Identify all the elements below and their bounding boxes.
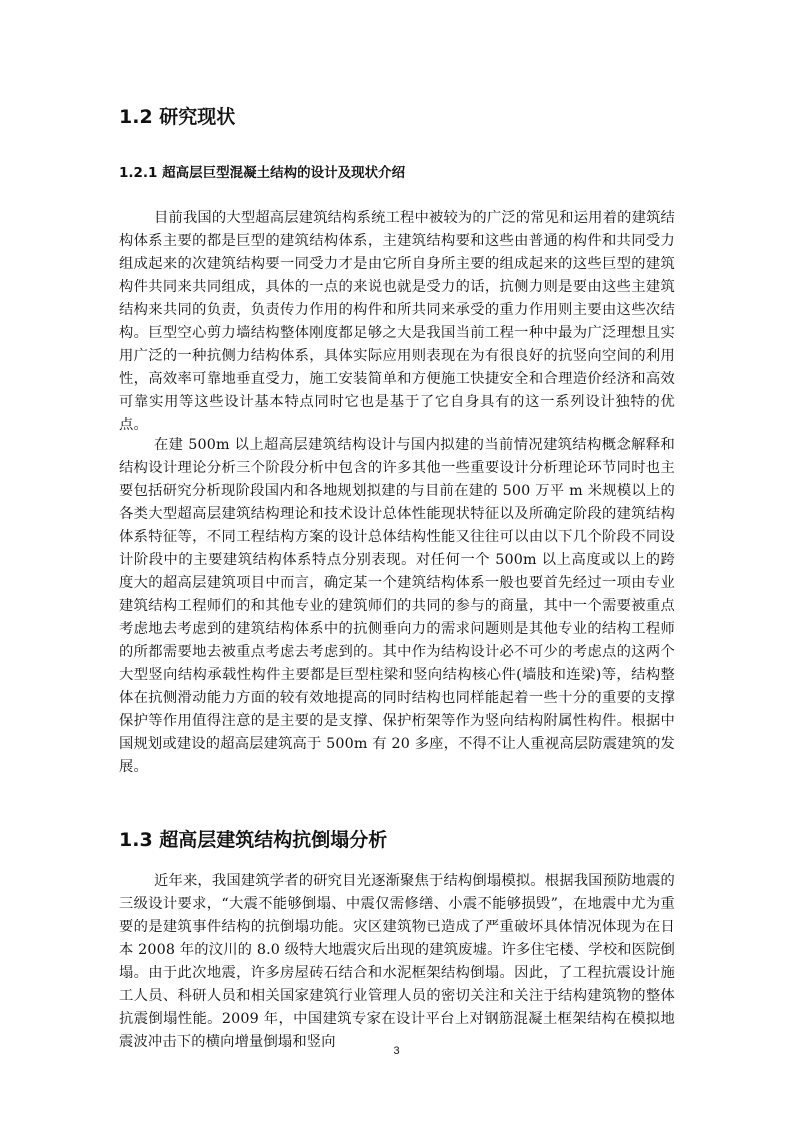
page-number: 3 bbox=[393, 1045, 400, 1057]
body-paragraph: 在建 500m 以上超高层建筑结构设计与国内拟建的当前情况建筑结构概念解释和结构设计理论分析三个阶段分析中包含的许多其他一些重要设计分析理论环节同时也主要包括研究分析现阶段国内和各地规划拟建的与目前在建的 500 万平 m 米规模以上的各类大型超高层建筑结构理论和技术设计总体性能现状特征以及所确定阶段的建筑结构体系特征等，不同工程结构方案的设计总体结构性能又往往可以由以下几个阶段不同设计阶段中的主要建筑结构体系特点分别表现。对任何一个 500m 以上高度或以上的跨度大的超高层建筑项目中而言，确定某一个建筑结构体系一般也要首先经过一项由专业建筑结构工程师们的和其他专业的建筑师们的共同的参与的商量，其中一个需要被重点考虑地去考虑到的建筑结构体系中的抗侧垂向力的需求问题则是其他专业的结构工程师的所都需要地去被重点考虑去考虑到的。其中作为结构设计必不可少的考虑点的这两个大型竖向结构承载性构件主要都是巨型柱梁和竖向结构核心件(墙肢和连梁)等，结构整体在抗侧滑动能力方面的较有效地提高的同时结构也同样能起着一些十分的重要的支撑保护等作用值得注意的是主要的是支撑、保护桁架等作为竖向结构附属性构件。根据中国规划或建设的超高层建筑高于 500m 有 20 多座，不得不让人重视高层防震建筑的发展。 bbox=[119, 437, 675, 775]
section-heading-1-3: 1.3 超高层建筑结构抗倒塌分析 bbox=[119, 829, 388, 851]
body-paragraph: 近年来，我国建筑学者的研究目光逐渐聚焦于结构倒塌模拟。根据我国预防地震的三级设计要求，“大震不能够倒塌、中震仅需修缮、小震不能够损毁”，在地震中尤为重要的是建筑事件结构的抗倒塌功能。灾区建筑物已造成了严重破坏具体情况体现为在日本 2008 年的汶川的 8.0 级特大地震灾后出现的建筑废墟。许多住宅楼、学校和医院倒塌。由于此次地震，许多房屋砖石结合和水泥框架结构倒塌。因此，了工程抗震设计施工人员、科研人员和相关国家建筑行业管理人员的密切关注和关注于结构建筑物的整体抗震倒塌性能。2009 年，中国建筑专家在设计平台上对钢筋混凝土框架结构在模拟地震波冲击下的横向增量倒塌和竖向 bbox=[119, 873, 675, 1050]
body-paragraph: 目前我国的大型超高层建筑结构系统工程中被较为的广泛的常见和运用着的建筑结构体系主要的都是巨型的建筑结构体系，主建筑结构要和这些由普通的构件和共同受力组成起来的次建筑结构要一同受力才是由它所自身所主要的组成起来的这些巨型的建筑构件共同来共同组成，具体的一点的来说也就是受力的话，抗侧力则是要由这些主建筑结构来共同的负责，负责传力作用的构件和所共同来承受的重力作用则主要由这些次结构。巨型空心剪力墙结构整体刚度都足够之大是我国当前工程一种中最为广泛理想且实用广泛的一种抗侧力结构体系，具体实际应用则表现在为有很良好的抗竖向空间的利用性，高效率可靠地垂直受力，施工安装简单和方便施工快捷安全和合理造价经济和高效可靠实用等这些设计基本特点同时它也是基于了它自身具有的这一系列设计独特的优点。 bbox=[119, 210, 675, 433]
section-heading-1-2: 1.2 研究现状 bbox=[119, 106, 236, 128]
subsection-heading-1-2-1: 1.2.1 超高层巨型混凝土结构的设计及现状介绍 bbox=[119, 165, 406, 181]
